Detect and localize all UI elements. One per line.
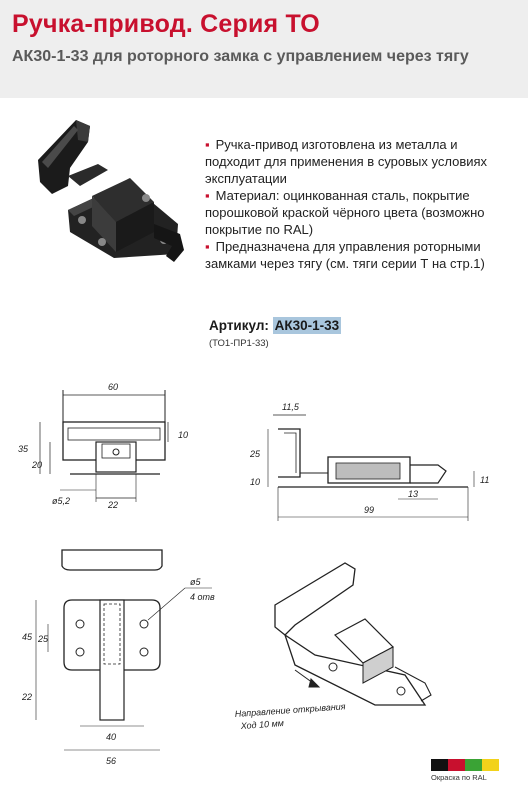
dim-top: 11,5 <box>282 402 299 412</box>
bullet-text: Материал: оцинкованная сталь, покрытие порошковой краской чёрного цвета (возможно покрытие по RAL) <box>205 188 485 237</box>
bullet-text: Предназначена для управления роторными замками через тягу (см. тяги серии Т на стр.1) <box>205 239 485 271</box>
description-list <box>205 136 505 272</box>
header-band <box>0 0 528 98</box>
ral-swatch <box>448 759 465 771</box>
ral-label: Окраска по RAL <box>431 773 487 782</box>
dim-plan-total-width: 56 <box>106 756 117 766</box>
iso-travel-label: Ход 10 мм <box>240 718 285 731</box>
page-title: Ручка-привод. Серия ТО <box>12 10 320 38</box>
bullet-item <box>205 187 505 238</box>
product-photo <box>18 112 193 282</box>
dim-inner: 13 <box>408 489 419 499</box>
dim-bottom: 22 <box>108 500 119 510</box>
dim-height-total: 35 <box>18 444 29 454</box>
article-code: АК30-1-33 <box>274 318 340 333</box>
bullet-text: Ручка-привод изготовлена из металла и подходит для применения в суровых условиях эксплуатации <box>205 137 488 186</box>
dim-hole: ø5,2 <box>52 496 71 506</box>
ral-swatch <box>482 759 499 771</box>
dim-plan-left-lower: 22 <box>22 692 33 702</box>
dim-plan-hole-count: 4 отв <box>190 592 215 602</box>
ral-swatch <box>465 759 482 771</box>
page-subtitle: АК30-1-33 для роторного замка с управлением через тягу <box>12 48 469 65</box>
bullet-marker: ▪ <box>205 188 210 203</box>
alt-article-code: (ТО1-ПР1-33) <box>209 338 269 349</box>
bullet-marker: ▪ <box>205 239 210 254</box>
article-line <box>209 318 341 333</box>
ral-swatches <box>431 759 499 771</box>
dim-height-lower: 20 <box>32 460 43 470</box>
dim-left-upper: 25 <box>250 449 261 459</box>
ral-swatch <box>431 759 448 771</box>
bullet-item <box>205 238 505 272</box>
dim-right: 11 <box>480 475 490 485</box>
front-view-drawing <box>0 380 215 515</box>
dim-plan-left-upper: 45 <box>22 632 33 642</box>
dim-left-lower: 10 <box>250 477 261 487</box>
dim-plan-left-mid: 25 <box>38 634 49 644</box>
dim-plan-hole: ø5 <box>190 577 201 587</box>
isometric-drawing <box>225 555 465 750</box>
bullet-marker: ▪ <box>205 137 210 152</box>
dim-plan-inner-width: 40 <box>106 732 117 742</box>
bullet-item <box>205 136 505 187</box>
side-view-drawing <box>228 395 518 530</box>
ral-colors <box>431 759 499 782</box>
dim-height-right: 10 <box>178 430 189 440</box>
article-label: Артикул: <box>209 318 269 333</box>
dim-width: 60 <box>108 382 119 392</box>
dim-length: 99 <box>364 505 375 515</box>
plan-view-drawing <box>0 540 235 770</box>
iso-direction-label: Направление открывания <box>234 701 346 719</box>
